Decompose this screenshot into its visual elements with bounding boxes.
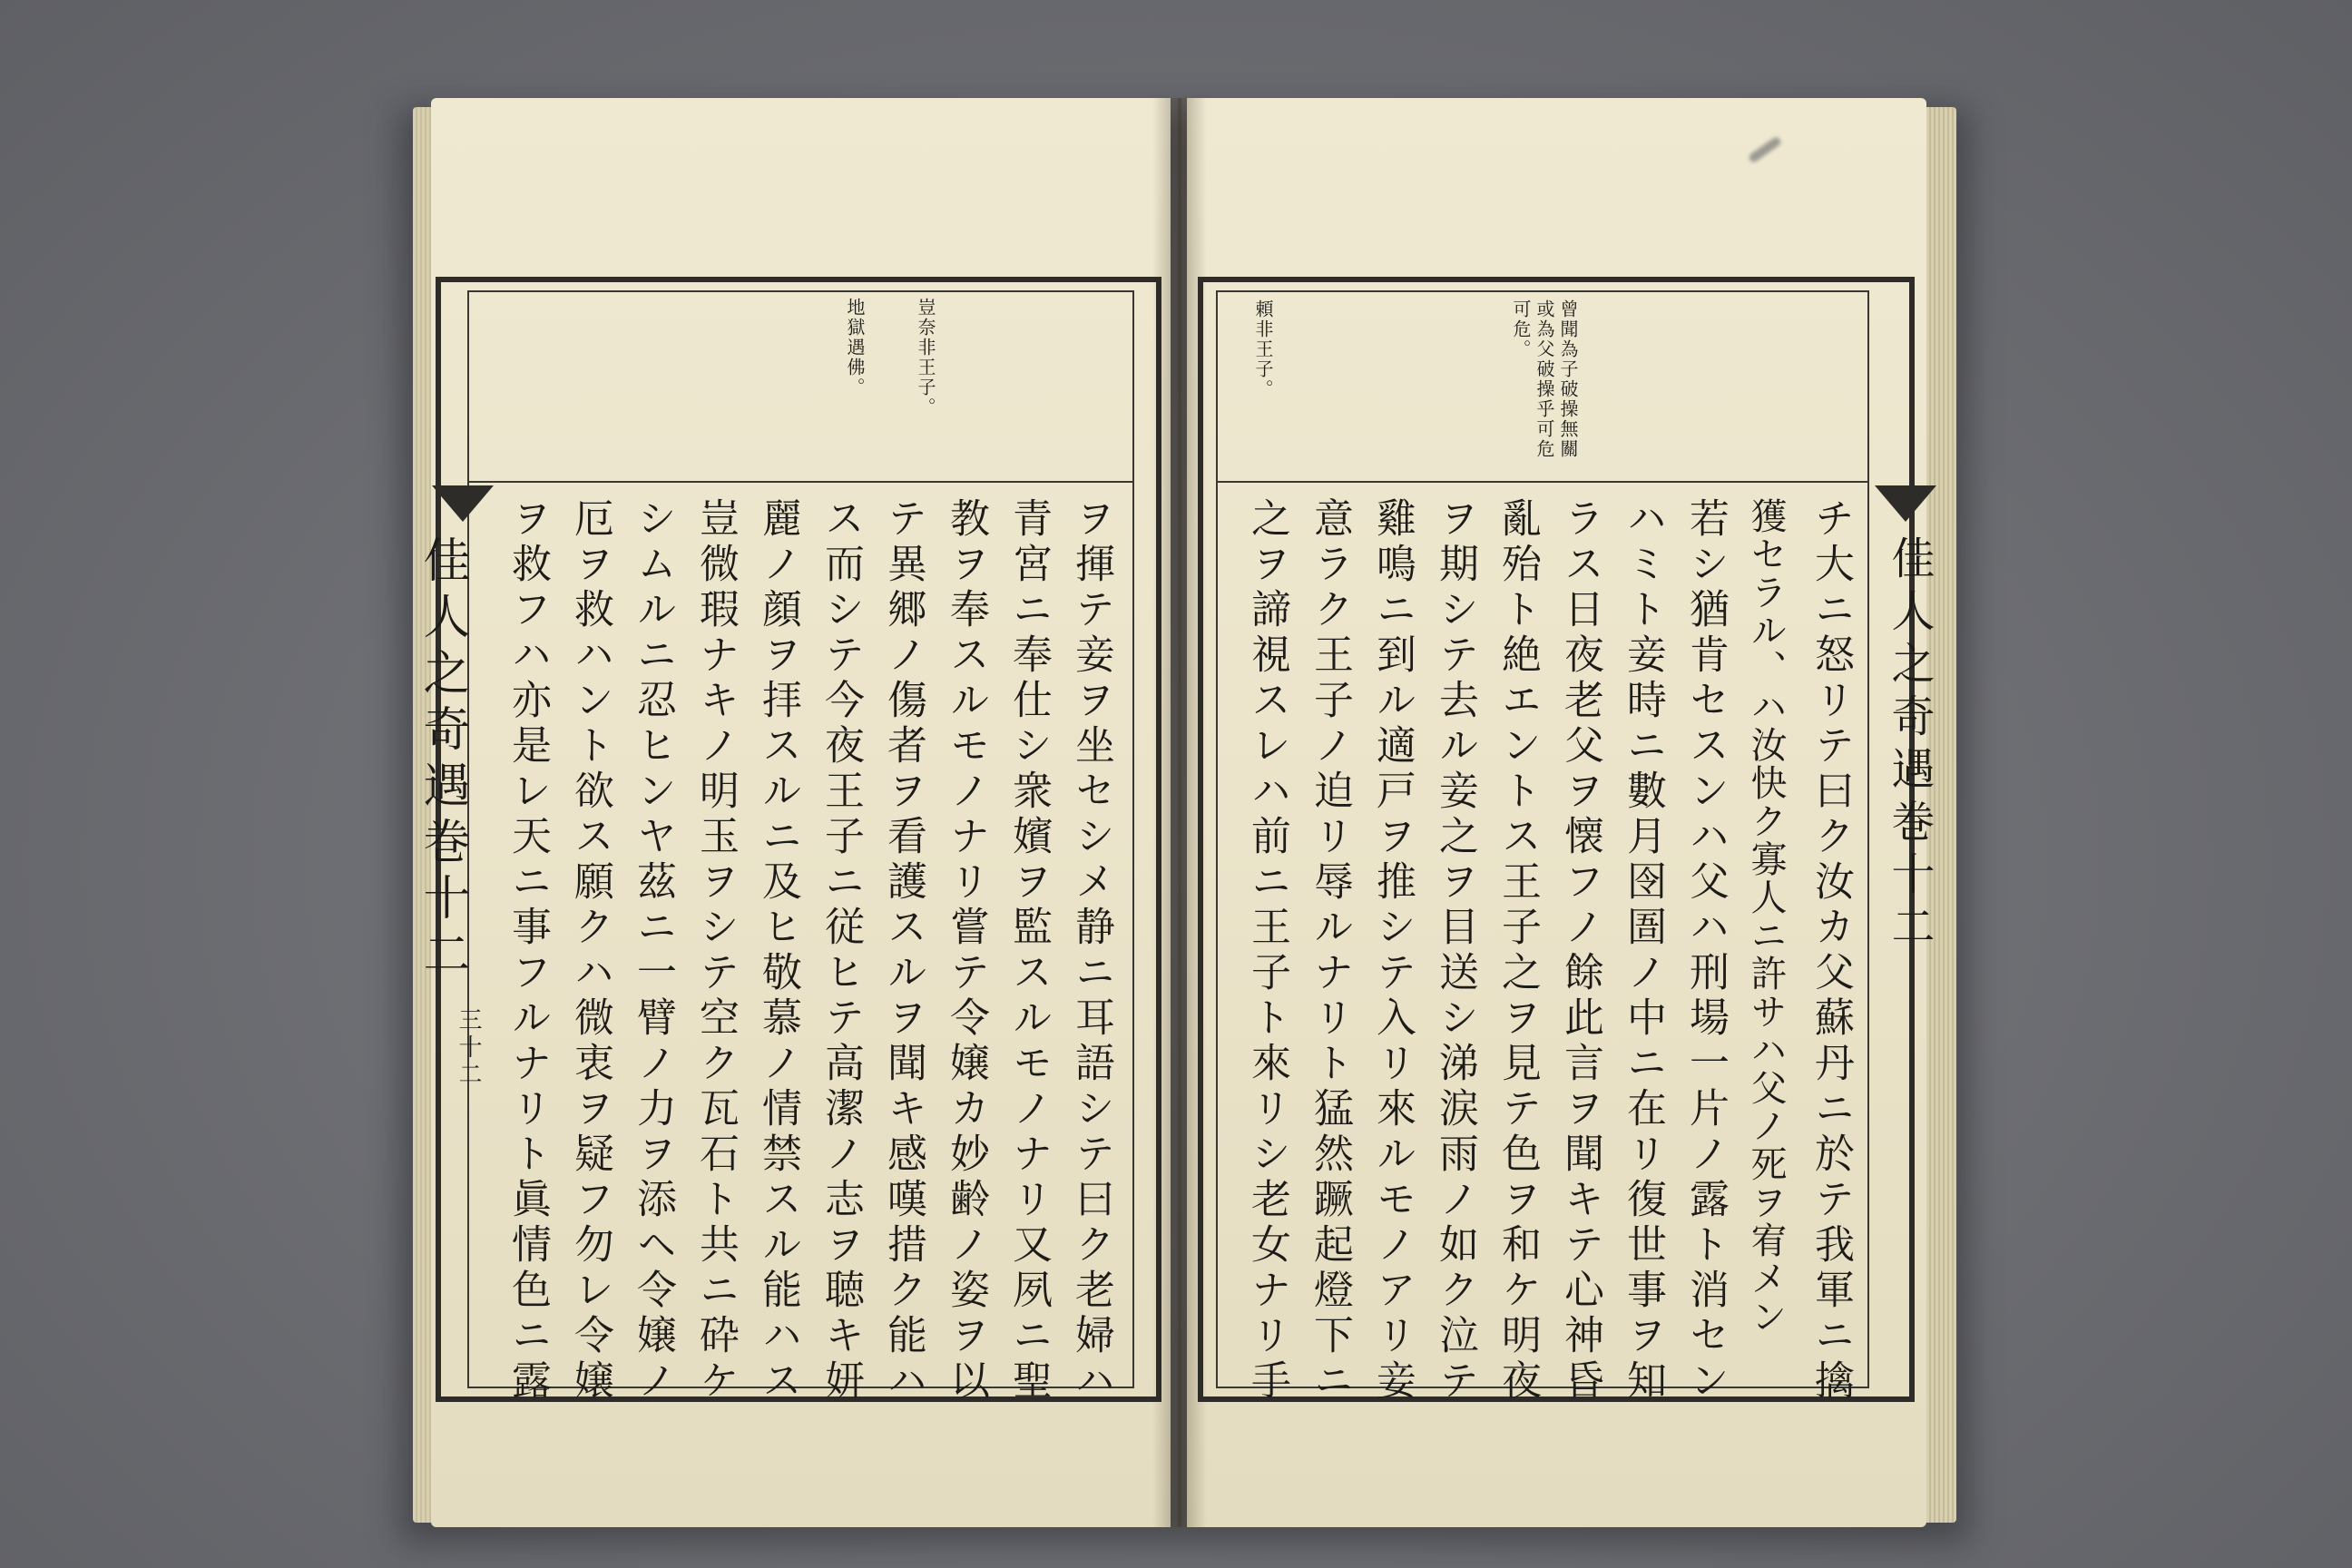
left-column-1: ヲ揮テ妾ヲ坐セシメ静ニ耳語シテ曰ク老婦ハ <box>1068 497 1114 1405</box>
right-note-3: 可危。 <box>1510 299 1532 359</box>
left-column-7: 豈微瑕ナキノ明玉ヲシテ空ク瓦石ト共ニ砕ケ <box>692 497 739 1405</box>
left-column-10: ヲ救フハ亦是レ天ニ事フルナリト眞情色ニ露 <box>505 497 551 1405</box>
left-column-8: シムルニ忍ヒンヤ茲ニ一臂ノ力ヲ添ヘ令嬢ノ <box>630 497 676 1405</box>
right-note-2: 或為父破操乎可危 <box>1534 299 1555 459</box>
left-column-2: 青宮ニ奉仕シ衆嬪ヲ監スルモノナリ又夙ニ聖 <box>1005 497 1052 1405</box>
right-column-7: ヲ期シテ去ル妾之ヲ目送シ涕涙雨ノ如ク泣テ <box>1432 497 1478 1405</box>
left-hashira-title: 佳人之奇遇巻十二 <box>415 535 469 985</box>
left-column-4: テ異郷ノ傷者ヲ看護スルヲ聞キ感嘆措ク能ハ <box>880 497 926 1405</box>
right-column-10: 之ヲ諦視スレハ前ニ王子ト來リシ老女ナリ手 <box>1244 497 1290 1405</box>
right-column-4: ハミト妾時ニ數月囹圄ノ中ニ在リ復世事ヲ知 <box>1620 497 1666 1405</box>
right-column-9: 意ラク王子ノ迫リ辱ルナリト猛然蹶起燈下ニ <box>1307 497 1353 1405</box>
right-column-2: 獲セラル、ハ汝快ク寡人ニ許サハ父ノ死ヲ宥メン <box>1745 497 1787 1336</box>
left-column-5: ス而シテ今夜王子ニ従ヒテ高潔ノ志ヲ聴キ妍 <box>818 497 864 1405</box>
right-note-1: 曾聞為子破操無關 <box>1557 299 1579 459</box>
right-column-6: 亂殆ト絶エントス王子之ヲ見テ色ヲ和ケ明夜 <box>1494 497 1541 1405</box>
left-column-3: 教ヲ奉スルモノナリ嘗テ令嬢カ妙齢ノ姿ヲ以 <box>943 497 989 1405</box>
right-fishtail-top <box>1875 485 1936 522</box>
left-fishtail-top <box>432 485 494 522</box>
left-note-1: 豈奈非王子。 <box>915 298 936 417</box>
right-column-3: 若シ猶肯セスンハ父ハ刑場一片ノ露ト消セン <box>1682 497 1729 1405</box>
right-column-8: 雞鳴ニ到ル適戸ヲ推シテ入リ來ルモノアリ妾 <box>1369 497 1416 1405</box>
right-column-5: ラス日夜老父ヲ懐フノ餘此言ヲ聞キテ心神昏 <box>1557 497 1603 1405</box>
left-column-6: 麗ノ顔ヲ拝スルニ及ヒ敬慕ノ情禁スル能ハス <box>755 497 801 1405</box>
right-hashira-title: 佳人之奇遇巻十二 <box>1884 535 1935 956</box>
left-page-number: 三十二 <box>455 1007 482 1089</box>
right-note-4: 頼非王子。 <box>1252 299 1274 399</box>
right-column-1: チ大ニ怒リテ曰ク汝カ父蘇丹ニ於テ我軍ニ擒 <box>1808 497 1854 1405</box>
left-note-2: 地獄遇佛。 <box>844 298 866 397</box>
left-column-9: 厄ヲ救ハント欲ス願クハ微衷ヲ疑フ勿レ令嬢 <box>567 497 613 1405</box>
left-page-header-rule <box>467 481 1134 483</box>
right-page-header-rule <box>1216 481 1869 483</box>
